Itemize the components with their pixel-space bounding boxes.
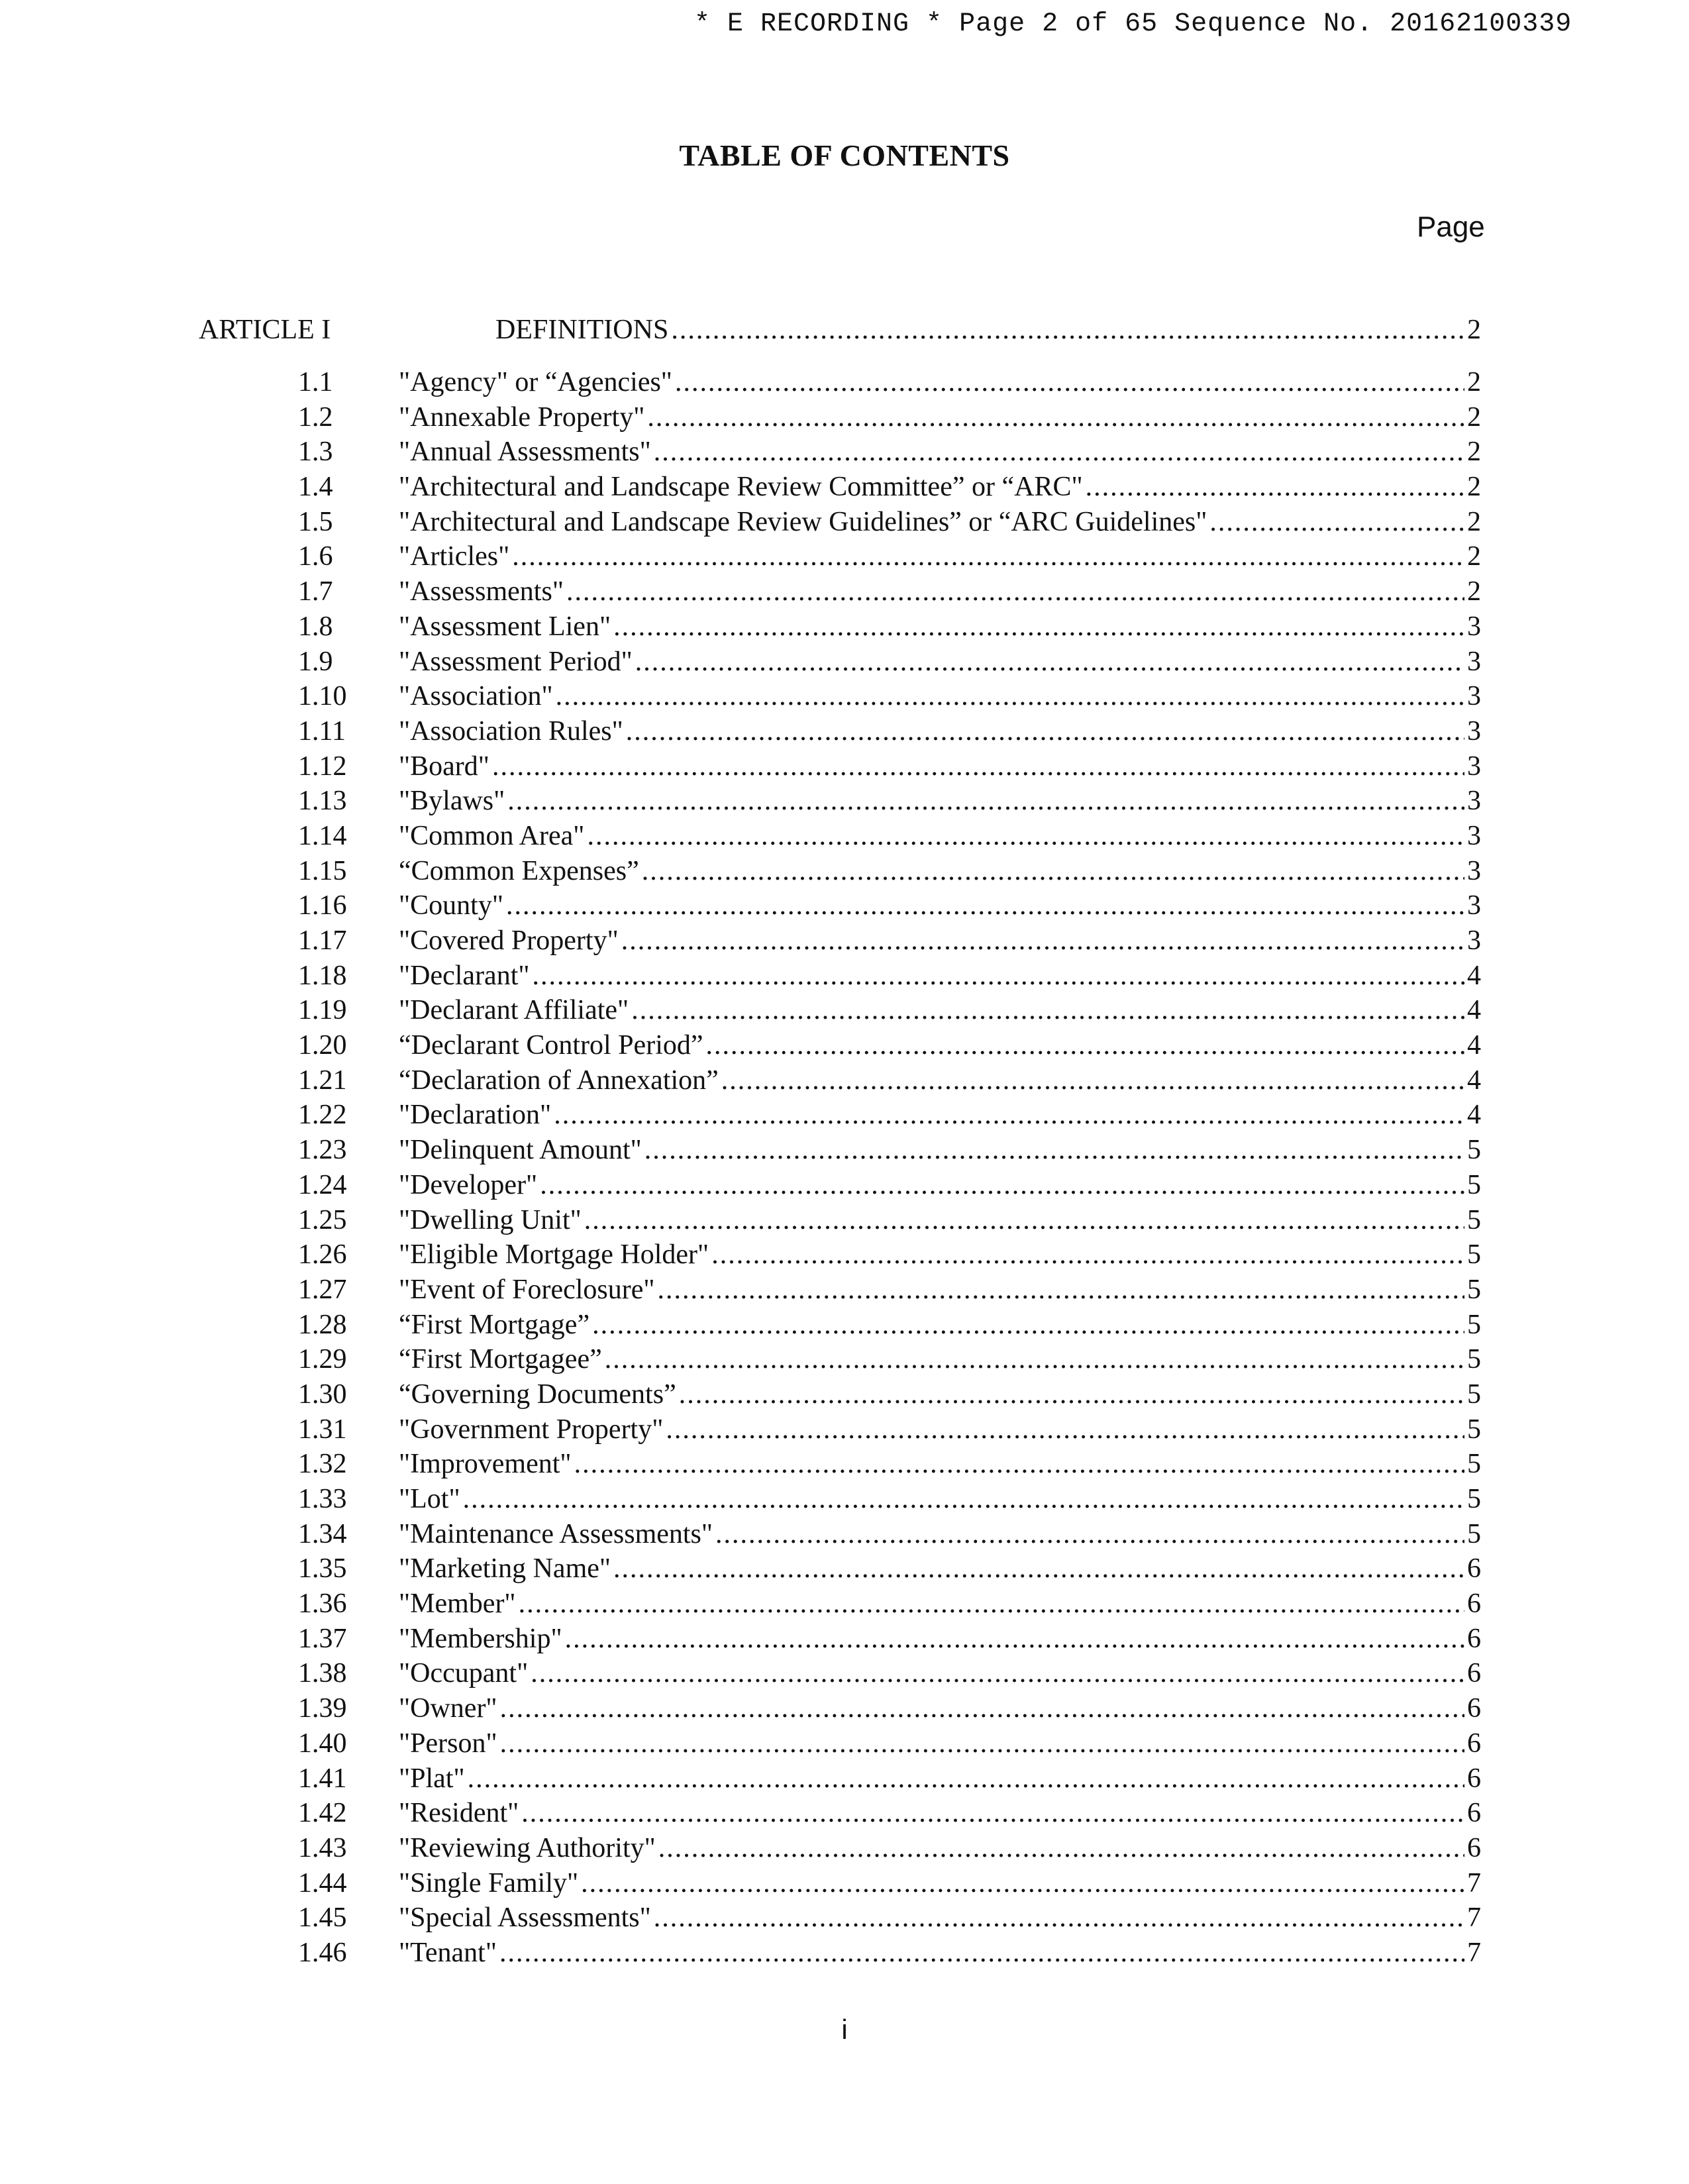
section-page-number: 3 <box>1467 611 1481 642</box>
toc-entry <box>0 506 1689 541</box>
section-page-number: 2 <box>1467 401 1481 433</box>
dot-leader <box>711 1239 1464 1271</box>
section-page-number: 2 <box>1467 506 1481 537</box>
dot-leader <box>554 1099 1464 1131</box>
dot-leader <box>715 1518 1464 1550</box>
section-page-number: 5 <box>1467 1378 1481 1410</box>
section-number: 1.38 <box>298 1658 347 1689</box>
section-title: "Improvement" <box>399 1449 572 1480</box>
section-number: 1.36 <box>298 1588 347 1620</box>
dot-leader <box>584 1204 1464 1236</box>
section-title: "Tenant" <box>399 1937 497 1968</box>
toc-entry <box>0 1902 1689 1937</box>
section-number: 1.25 <box>298 1204 347 1235</box>
dot-leader <box>512 541 1464 572</box>
section-title: "Architectural and Landscape Review Committee” or “ARC" <box>399 472 1083 503</box>
section-page-number: 3 <box>1467 751 1481 782</box>
section-number: 1.45 <box>298 1902 347 1934</box>
section-page-number: 5 <box>1467 1309 1481 1340</box>
dot-leader <box>468 1763 1464 1794</box>
section-number: 1.8 <box>298 611 333 642</box>
toc-entry <box>0 1169 1689 1204</box>
section-page-number: 4 <box>1467 1065 1481 1096</box>
toc-entry <box>0 1797 1689 1832</box>
dot-leader <box>654 436 1464 468</box>
section-title: "Owner" <box>399 1693 497 1724</box>
section-page-number: 7 <box>1467 1902 1481 1934</box>
toc-entry-line <box>399 1623 1481 1655</box>
section-number: 1.40 <box>298 1728 347 1759</box>
section-number: 1.15 <box>298 855 347 886</box>
dot-leader <box>556 680 1464 712</box>
section-page-number: 7 <box>1467 1867 1481 1898</box>
toc-entry <box>0 1728 1689 1763</box>
section-page-number: 7 <box>1467 1937 1481 1968</box>
section-title: "Person" <box>399 1728 497 1759</box>
section-page-number: 3 <box>1467 855 1481 886</box>
toc-entry <box>0 1065 1689 1100</box>
section-page-number: 6 <box>1467 1588 1481 1620</box>
toc-entry <box>0 1518 1689 1553</box>
section-title: "Occupant" <box>399 1658 529 1689</box>
section-page-number: 3 <box>1467 890 1481 921</box>
section-number: 1.43 <box>298 1832 347 1863</box>
section-title: "Dwelling Unit" <box>399 1204 582 1235</box>
section-title: "Architectural and Landscape Review Guidelines” or “ARC Guidelines" <box>399 506 1207 537</box>
section-page-number: 5 <box>1467 1414 1481 1445</box>
section-number: 1.28 <box>298 1309 347 1340</box>
toc-entry-line <box>399 1553 1481 1585</box>
section-number: 1.14 <box>298 820 347 851</box>
section-number: 1.16 <box>298 890 347 921</box>
toc-entry <box>0 785 1689 820</box>
section-title: "Declarant Affiliate" <box>399 995 629 1026</box>
toc-entry <box>0 855 1689 890</box>
toc-entry <box>0 1623 1689 1658</box>
section-title: "Annexable Property" <box>399 401 645 433</box>
section-number: 1.33 <box>298 1484 347 1514</box>
section-page-number: 2 <box>1467 472 1481 503</box>
section-title: "Event of Foreclosure" <box>399 1274 655 1305</box>
dot-leader <box>605 1343 1464 1375</box>
dot-leader <box>531 1657 1464 1689</box>
article-title-line <box>495 314 1481 346</box>
page-title: TABLE OF CONTENTS <box>679 138 1010 172</box>
footer-page-number: i <box>841 2014 848 2045</box>
section-page-number: 5 <box>1467 1518 1481 1549</box>
section-number: 1.10 <box>298 681 347 712</box>
section-page-number: 5 <box>1467 1169 1481 1200</box>
section-page-number: 3 <box>1467 820 1481 851</box>
toc-entry-line <box>399 1343 1481 1375</box>
toc-entry-line <box>399 1902 1481 1934</box>
section-page-number: 5 <box>1467 1484 1481 1514</box>
toc-entry <box>0 401 1689 437</box>
section-number: 1.11 <box>298 715 346 747</box>
section-title: "Covered Property" <box>399 925 619 956</box>
section-number: 1.12 <box>298 751 347 782</box>
section-number: 1.30 <box>298 1378 347 1410</box>
dot-leader <box>654 1902 1464 1934</box>
section-number: 1.9 <box>298 646 333 677</box>
section-page-number: 2 <box>1467 541 1481 572</box>
section-title: “Declarant Control Period” <box>399 1030 703 1061</box>
toc-entry <box>0 890 1689 925</box>
toc-entry <box>0 1657 1689 1692</box>
section-title: “Common Expenses” <box>399 855 639 886</box>
section-title: "Declaration" <box>399 1100 552 1131</box>
section-number: 1.46 <box>298 1937 347 1968</box>
toc-entry-line <box>399 646 1481 678</box>
section-title: “Declaration of Annexation” <box>399 1065 719 1096</box>
dot-leader <box>565 1623 1464 1655</box>
dot-leader <box>631 994 1464 1026</box>
page-column-label: Page <box>1417 211 1485 243</box>
section-number: 1.21 <box>298 1065 347 1096</box>
dot-leader <box>519 1588 1464 1620</box>
toc-entry <box>0 1414 1689 1449</box>
section-title: "Maintenance Assessments" <box>399 1518 713 1549</box>
dot-leader <box>540 1169 1464 1201</box>
dot-leader <box>621 925 1464 957</box>
toc-entry-line <box>399 436 1481 468</box>
section-number: 1.31 <box>298 1414 347 1445</box>
section-title: "Plat" <box>399 1763 465 1794</box>
section-number: 1.18 <box>298 960 347 991</box>
toc-entry <box>0 1692 1689 1728</box>
section-title: "Assessments" <box>399 576 564 607</box>
toc-entry-line <box>399 925 1481 957</box>
toc-entry <box>0 1274 1689 1309</box>
dot-leader <box>500 1692 1464 1724</box>
toc-entry <box>0 994 1689 1029</box>
dot-leader <box>647 401 1464 433</box>
toc-entry-line <box>399 1763 1481 1794</box>
dot-leader <box>644 1134 1464 1166</box>
toc-entry-line <box>399 1309 1481 1341</box>
section-page-number: 3 <box>1467 681 1481 712</box>
toc-entry <box>0 925 1689 960</box>
toc-entry-list <box>0 366 1689 1972</box>
dot-leader <box>574 1448 1464 1480</box>
section-page-number: 5 <box>1467 1204 1481 1235</box>
toc-entry-line <box>399 1692 1481 1724</box>
section-page-number: 5 <box>1467 1449 1481 1480</box>
toc-entry-line <box>399 1204 1481 1236</box>
section-title: "Lot" <box>399 1484 460 1514</box>
dot-leader <box>581 1867 1464 1899</box>
section-title: “First Mortgagee” <box>399 1344 602 1375</box>
section-page-number: 4 <box>1467 960 1481 991</box>
dot-leader <box>566 576 1464 607</box>
toc-entry <box>0 1239 1689 1274</box>
toc-entry-line <box>399 1867 1481 1899</box>
section-page-number: 4 <box>1467 995 1481 1026</box>
toc-entry-line <box>399 680 1481 712</box>
toc-entry-line <box>399 506 1481 538</box>
section-title: "County" <box>399 890 503 921</box>
toc-entry <box>0 1832 1689 1867</box>
dot-leader <box>499 1937 1464 1969</box>
section-page-number: 4 <box>1467 1100 1481 1131</box>
section-page-number: 6 <box>1467 1798 1481 1829</box>
toc-entry-line <box>399 1029 1481 1061</box>
section-number: 1.27 <box>298 1274 347 1305</box>
section-number: 1.42 <box>298 1798 347 1829</box>
section-number: 1.34 <box>298 1518 347 1549</box>
toc-entry <box>0 1343 1689 1378</box>
section-number: 1.29 <box>298 1344 347 1375</box>
toc-entry <box>0 715 1689 751</box>
article-title: DEFINITIONS <box>495 315 669 345</box>
section-title: "Bylaws" <box>399 786 505 817</box>
dot-leader <box>666 1414 1464 1445</box>
toc-entry <box>0 1763 1689 1798</box>
toc-entry <box>0 611 1689 646</box>
toc-entry <box>0 1448 1689 1483</box>
dot-leader <box>671 314 1464 346</box>
toc-entry-line <box>399 1099 1481 1131</box>
dot-leader <box>635 646 1464 678</box>
section-number: 1.24 <box>298 1169 347 1200</box>
toc-entry <box>0 1937 1689 1972</box>
toc-entry-line <box>399 1588 1481 1620</box>
section-page-number: 3 <box>1467 786 1481 817</box>
dot-leader <box>500 1728 1464 1759</box>
section-number: 1.5 <box>298 506 333 537</box>
toc-entry-line <box>399 1657 1481 1689</box>
section-title: "Assessment Period" <box>399 646 633 677</box>
toc-entry-line <box>399 960 1481 992</box>
section-title: "Membership" <box>399 1623 562 1654</box>
section-title: "Reviewing Authority" <box>399 1832 656 1863</box>
section-number: 1.44 <box>298 1867 347 1898</box>
dot-leader <box>492 751 1464 782</box>
section-page-number: 2 <box>1467 576 1481 607</box>
dot-leader <box>521 1797 1464 1829</box>
section-number: 1.4 <box>298 472 333 503</box>
dot-leader <box>613 611 1464 643</box>
toc-entry-line <box>399 1134 1481 1166</box>
toc-entry <box>0 646 1689 681</box>
section-title: "Annual Assessments" <box>399 437 651 468</box>
toc-entry <box>0 1204 1689 1239</box>
section-page-number: 6 <box>1467 1658 1481 1689</box>
toc-entry <box>0 1867 1689 1902</box>
article-page-number: 2 <box>1467 315 1481 345</box>
toc-entry-line <box>399 1797 1481 1829</box>
section-title: “Governing Documents” <box>399 1378 676 1410</box>
toc-entry-line <box>399 715 1481 747</box>
section-page-number: 6 <box>1467 1728 1481 1759</box>
toc-article-heading <box>0 314 1689 348</box>
toc-entry-line <box>399 1378 1481 1410</box>
section-title: "Member" <box>399 1588 516 1620</box>
section-number: 1.39 <box>298 1693 347 1724</box>
toc-entry-line <box>399 1239 1481 1271</box>
dot-leader <box>533 960 1464 992</box>
toc-entry-line <box>399 890 1481 921</box>
section-title: “First Mortgage” <box>399 1309 590 1340</box>
section-title: "Government Property" <box>399 1414 664 1445</box>
toc-entry-line <box>399 1169 1481 1201</box>
toc-entry <box>0 1029 1689 1065</box>
toc-entry-line <box>399 1483 1481 1515</box>
section-title: "Board" <box>399 751 489 782</box>
dot-leader <box>642 855 1464 887</box>
section-title: "Single Family" <box>399 1867 579 1898</box>
section-title: "Association Rules" <box>399 715 623 747</box>
toc-entry-line <box>399 994 1481 1026</box>
section-number: 1.19 <box>298 995 347 1026</box>
section-number: 1.17 <box>298 925 347 956</box>
toc-entry <box>0 1553 1689 1588</box>
section-title: "Articles" <box>399 541 510 572</box>
section-title: "Resident" <box>399 1798 519 1829</box>
toc-entry-line <box>399 751 1481 782</box>
toc-entry <box>0 1483 1689 1518</box>
dot-leader <box>679 1378 1464 1410</box>
toc-entry <box>0 680 1689 715</box>
section-number: 1.37 <box>298 1623 347 1654</box>
toc-entry-line <box>399 1414 1481 1445</box>
section-page-number: 3 <box>1467 646 1481 677</box>
toc-entry-line <box>399 1448 1481 1480</box>
section-title: "Developer" <box>399 1169 538 1200</box>
toc-entry <box>0 366 1689 401</box>
section-title: "Association" <box>399 681 553 712</box>
section-number: 1.35 <box>298 1553 347 1585</box>
section-page-number: 3 <box>1467 715 1481 747</box>
dot-leader <box>1209 506 1464 538</box>
toc-entry-line <box>399 576 1481 607</box>
toc-entry-line <box>399 366 1481 398</box>
section-number: 1.2 <box>298 401 333 433</box>
section-title: "Assessment Lien" <box>399 611 611 642</box>
section-number: 1.32 <box>298 1449 347 1480</box>
section-page-number: 6 <box>1467 1693 1481 1724</box>
dot-leader <box>675 366 1464 398</box>
section-title: "Delinquent Amount" <box>399 1135 642 1166</box>
toc-entry-line <box>399 1065 1481 1096</box>
section-number: 1.22 <box>298 1100 347 1131</box>
toc-entry-line <box>399 471 1481 503</box>
toc-entry <box>0 1134 1689 1169</box>
toc-entry <box>0 436 1689 471</box>
toc-entry-line <box>399 401 1481 433</box>
section-page-number: 5 <box>1467 1135 1481 1166</box>
toc-entry <box>0 751 1689 786</box>
section-number: 1.6 <box>298 541 333 572</box>
section-page-number: 2 <box>1467 367 1481 397</box>
toc-entry <box>0 1099 1689 1134</box>
toc-entry-line <box>399 1937 1481 1969</box>
section-title: "Common Area" <box>399 820 585 851</box>
section-page-number: 6 <box>1467 1623 1481 1654</box>
section-title: "Eligible Mortgage Holder" <box>399 1239 709 1271</box>
section-page-number: 4 <box>1467 1030 1481 1061</box>
dot-leader <box>658 1274 1464 1306</box>
section-page-number: 6 <box>1467 1763 1481 1794</box>
toc-entry-line <box>399 785 1481 817</box>
dot-leader <box>1086 471 1464 503</box>
toc-entry <box>0 960 1689 995</box>
dot-leader <box>706 1029 1465 1061</box>
toc-entry-line <box>399 1274 1481 1306</box>
toc-entry-line <box>399 1728 1481 1759</box>
dot-leader <box>626 715 1464 747</box>
toc-entry <box>0 471 1689 506</box>
section-number: 1.26 <box>298 1239 347 1271</box>
dot-leader <box>613 1553 1464 1585</box>
section-page-number: 5 <box>1467 1239 1481 1271</box>
toc-entry-line <box>399 1518 1481 1550</box>
section-number: 1.3 <box>298 437 333 468</box>
toc-entry <box>0 1309 1689 1344</box>
toc-entry <box>0 541 1689 576</box>
toc-entry-line <box>399 855 1481 887</box>
section-page-number: 5 <box>1467 1274 1481 1305</box>
section-number: 1.1 <box>298 367 333 397</box>
section-page-number: 2 <box>1467 437 1481 468</box>
section-number: 1.13 <box>298 786 347 817</box>
section-page-number: 6 <box>1467 1832 1481 1863</box>
dot-leader <box>463 1483 1464 1515</box>
dot-leader <box>507 785 1464 817</box>
dot-leader <box>658 1832 1464 1864</box>
toc-entry-line <box>399 541 1481 572</box>
recording-stamp: * E RECORDING * Page 2 of 65 Sequence No. 20162100339 <box>694 9 1572 39</box>
dot-leader <box>721 1065 1464 1096</box>
section-title: "Declarant" <box>399 960 530 991</box>
toc-entry <box>0 1378 1689 1414</box>
dot-leader <box>592 1309 1464 1341</box>
section-number: 1.41 <box>298 1763 347 1794</box>
section-number: 1.20 <box>298 1030 347 1061</box>
section-page-number: 5 <box>1467 1344 1481 1375</box>
toc-entry-line <box>399 611 1481 643</box>
toc-entry <box>0 1588 1689 1623</box>
article-number: ARTICLE I <box>199 315 331 345</box>
toc-entry <box>0 576 1689 611</box>
toc-entry <box>0 820 1689 855</box>
dot-leader <box>587 820 1464 852</box>
section-title: "Agency" or “Agencies" <box>399 367 672 397</box>
section-page-number: 3 <box>1467 925 1481 956</box>
section-title: "Marketing Name" <box>399 1553 611 1585</box>
section-number: 1.7 <box>298 576 333 607</box>
section-number: 1.23 <box>298 1135 347 1166</box>
toc-entry-line <box>399 1832 1481 1864</box>
dot-leader <box>506 890 1464 921</box>
section-page-number: 6 <box>1467 1553 1481 1585</box>
section-title: "Special Assessments" <box>399 1902 651 1934</box>
toc-entry-line <box>399 820 1481 852</box>
